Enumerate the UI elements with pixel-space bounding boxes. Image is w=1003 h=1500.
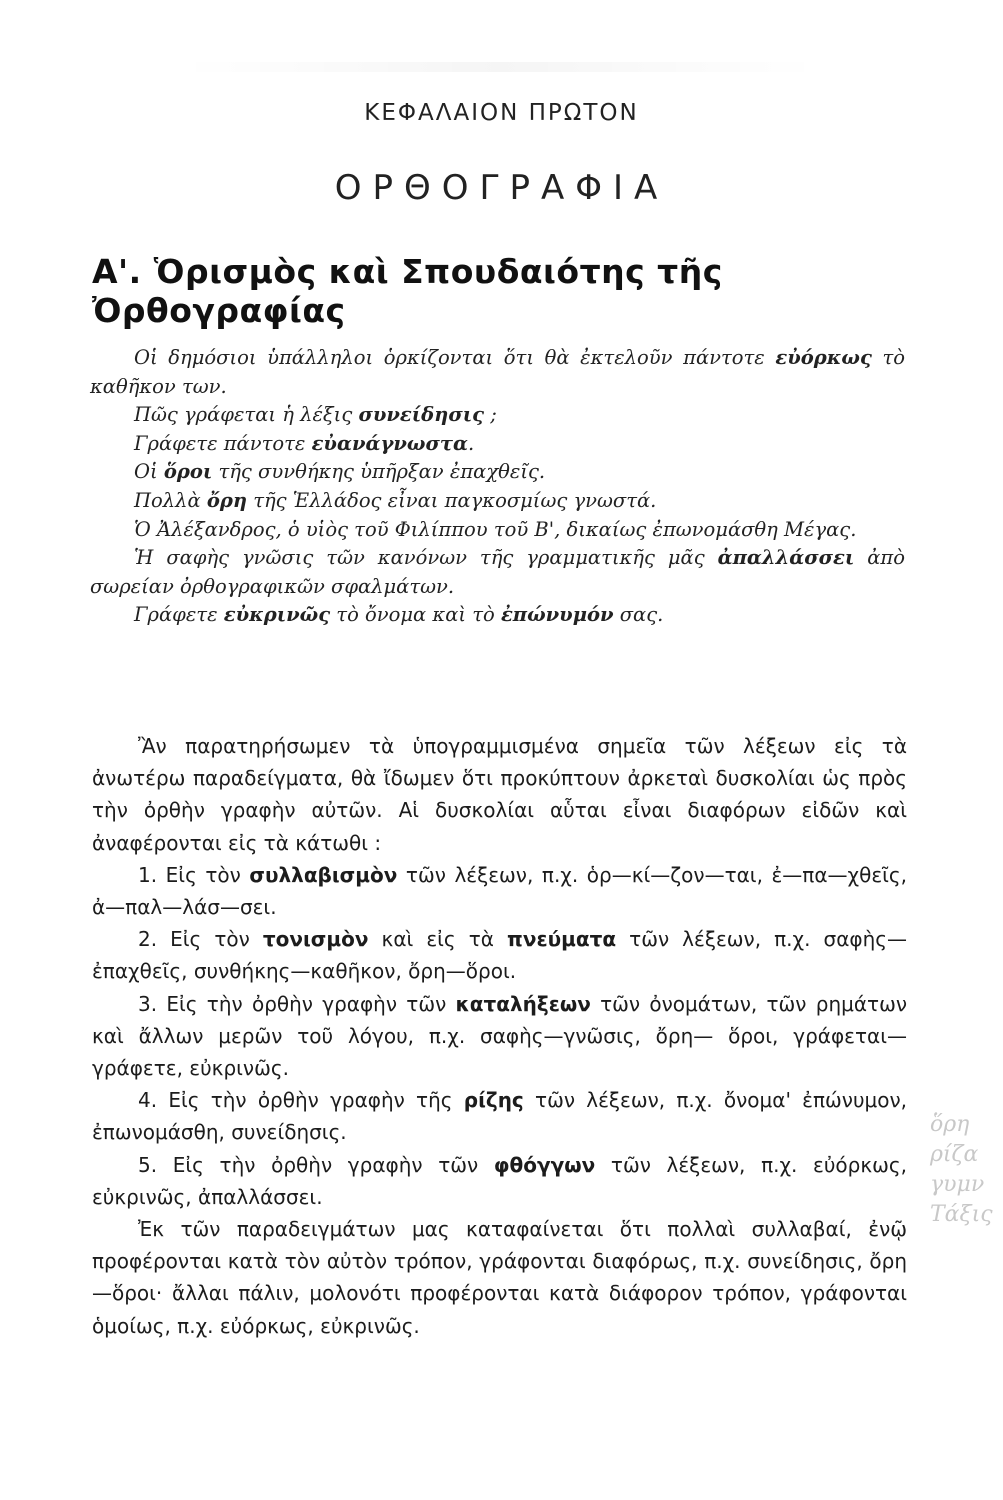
bleed-through-shadow <box>180 62 820 72</box>
example-8: Γράφετε εὐκρινῶς τὸ ὄνομα καὶ τὸ ἐπώνυμόν σας. <box>134 603 664 627</box>
example-6: Ὁ Ἀλέξανδρος, ὁ υἱὸς τοῦ Φιλίππου τοῦ Β', δικαίως ἐπωνομάσθη Μέγας. <box>134 517 857 541</box>
list-item-3: 3. Εἰς τὴν ὀρθὴν γραφὴν τῶν καταλήξεων τῶν ὀνομάτων, τῶν ρημάτων καὶ ἄλλων μερῶν τοῦ λόγου, π.χ. σαφὴς—γνῶσις, ὄρη— ὅροι, γράφεται—γράφετε, εὐκρινῶς. <box>92 991 907 1081</box>
page-title: ΟΡΘΟΓΡΑΦΙΑ <box>334 168 669 208</box>
example-4: Οἱ ὅροι τῆς συνθήκης ὑπῆρξαν ἐπαχθεῖς. <box>134 460 546 484</box>
list-item-2: 2. Εἰς τὸν τονισμὸν καὶ εἰς τὰ πνεύματα τῶν λέξεων, π.χ. σαφὴς—ἐπαχθεῖς, συνθήκης—καθῆκον, ὄρη—ὅροι. <box>92 927 907 984</box>
handwritten-margin-notes <box>930 1110 1000 1230</box>
example-5: Πολλὰ ὄρη τῆς Ἑλλάδος εἶναι παγκοσμίως γνωστά. <box>134 488 657 512</box>
example-1: Οἱ δημόσιοι ὑπάλληλοι ὁρκίζονται ὅτι θὰ ἐκτελοῦν πάντοτε εὐόρκως τὸ καθῆκον των. <box>90 346 906 398</box>
margin-note: ρίζα <box>930 1142 979 1167</box>
example-3: Γράφετε πάντοτε εὐανάγνωστα. <box>134 431 475 455</box>
chapter-heading: ΚΕΦΑΛΑΙΟΝ ΠΡΩΤΟΝ <box>364 100 639 126</box>
closing-paragraph: Ἐκ τῶν παραδειγμάτων μας καταφαίνεται ὅτι πολλαὶ συλλαβαί, ἐνῷ προφέρονται κατὰ τὸν αὐτὸν τρόπον, γράφονται διαφόρως, π.χ. συνείδησις, ὄρη—ὅροι· ἄλλαι πάλιν, μολονότι προφέρονται κατὰ διάφορον τρόπον, γράφονται ὁμοίως, π.χ. εὐόρκως, εὐκρινῶς. <box>92 1217 907 1338</box>
intro-paragraph: Ἂν παρατηρήσωμεν τὰ ὑπογραμμισμένα σημεῖα τῶν λέξεων εἰς τὰ ἀνωτέρω παραδείγματα, θὰ ἴδωμεν ὅτι προκύπτουν ἀρκεταὶ δυσκολίαι ὡς πρὸς τὴν ὀρθὴν γραφὴν αὐτῶν. Αἱ δυσκολίαι αὗται εἶναι διαφόρων εἰδῶν καὶ ἀναφέρονται εἰς τὰ κάτωθι : <box>92 734 907 855</box>
margin-note: Τάξις <box>930 1202 993 1227</box>
list-item-1: 1. Εἰς τὸν συλλαβισμὸν τῶν λέξεων, π.χ. ὁρ—κί—ζον—ται, ἐ—πα—χθεῖς, ἀ—παλ—λάσ—σει. <box>92 862 907 920</box>
body-text <box>92 730 907 1342</box>
list-item-4: 4. Εἰς τὴν ὀρθὴν γραφὴν τῆς ρίζης τῶν λέξεων, π.χ. ὄνομα' ἐπώνυμον, ἐπωνομάσθη, συνείδησις. <box>92 1088 908 1145</box>
margin-note: γυμν <box>930 1172 985 1197</box>
example-sentences <box>90 344 905 630</box>
margin-note: ὅρη <box>930 1112 970 1137</box>
section-heading: Α'. Ὁρισμὸς καὶ Σπουδαιότης τῆς Ὀρθογραφίας <box>92 252 723 330</box>
list-item-5: 5. Εἰς τὴν ὀρθὴν γραφὴν τῶν φθόγγων τῶν λέξεων, π.χ. εὐόρκως, εὐκρινῶς, ἀπαλλάσσει. <box>92 1152 907 1209</box>
example-7: Ἡ σαφὴς γνῶσις τῶν κανόνων τῆς γραμματικῆς μᾶς ἀπαλλάσσει ἀπὸ σωρείαν ὀρθογραφικῶν σφαλμάτων. <box>90 546 905 598</box>
example-2: Πῶς γράφεται ἡ λέξις συνείδησις ; <box>134 403 497 427</box>
